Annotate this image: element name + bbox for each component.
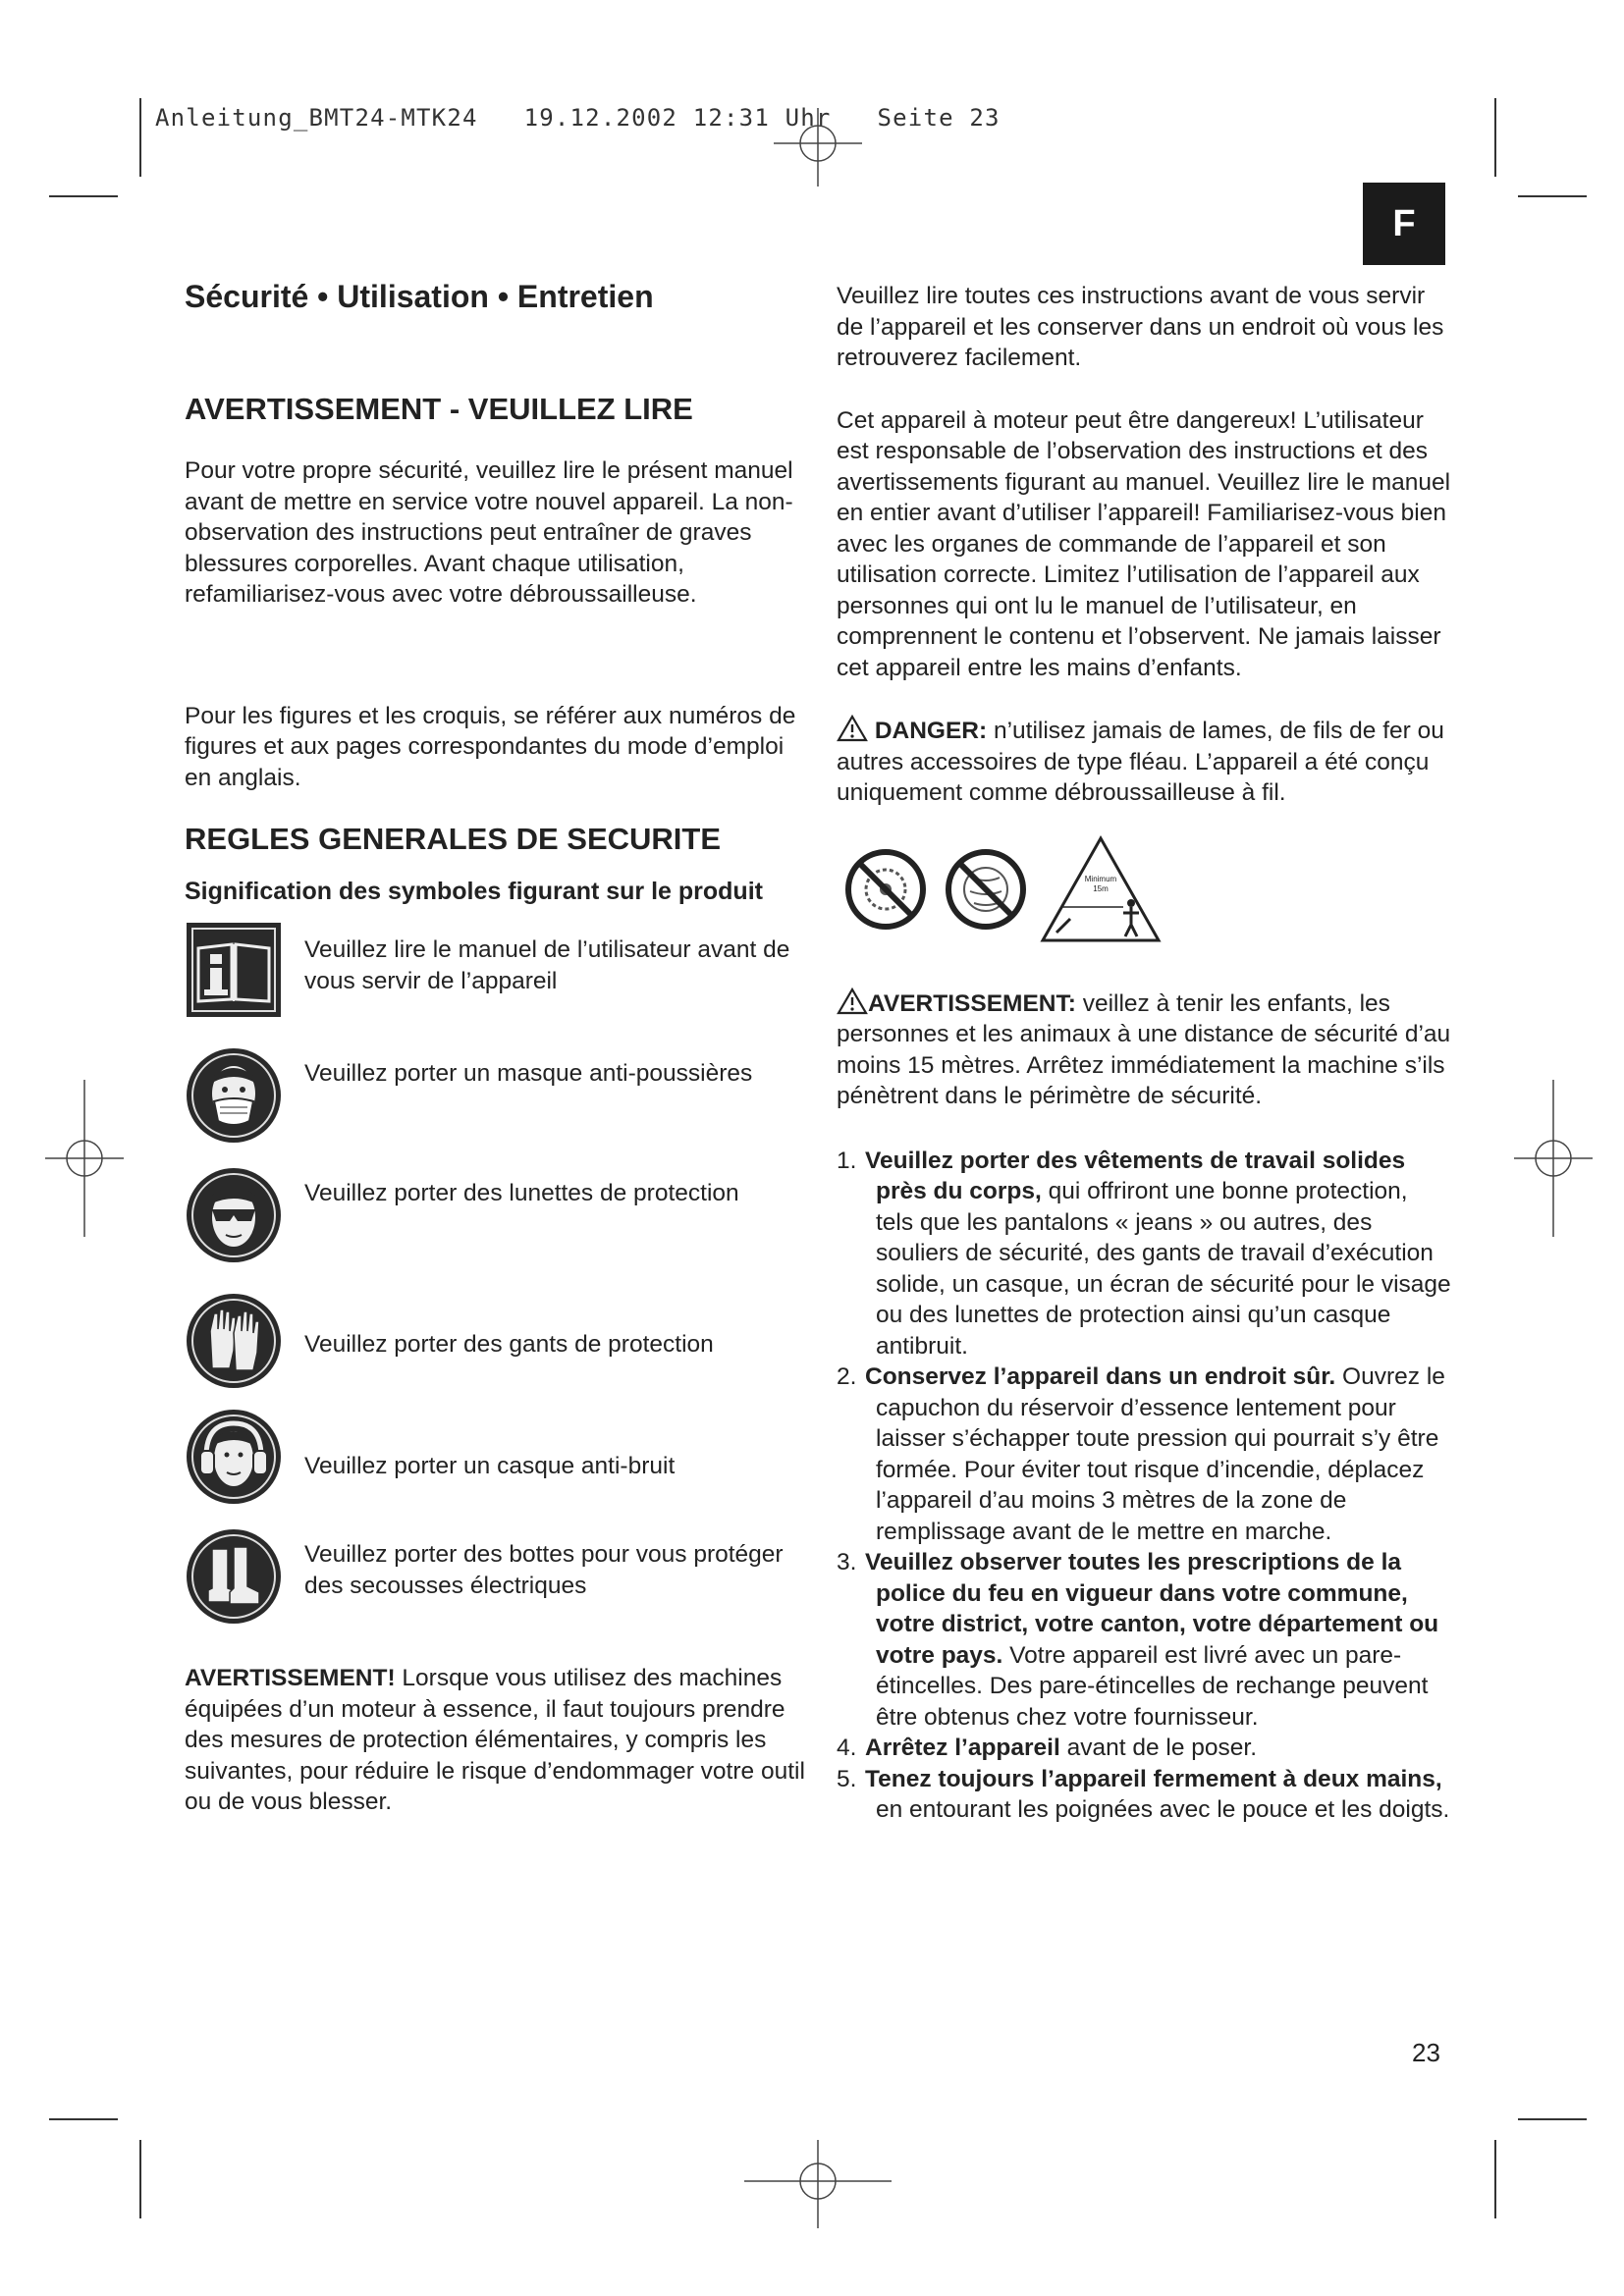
rule-text: Ouvrez le capuchon du réservoir d’essence lentement pour laisser s’échapper toute pression qui pourrait s’y être formée. Pour éviter tout risque d’incendie, déplacez l’appareil d’au moins 3 mètres de la zone de remplissage avant de le mettre en marche. <box>876 1363 1445 1545</box>
boots-icon <box>185 1527 283 1626</box>
crop-mark <box>1518 195 1587 197</box>
gloves-icon <box>185 1292 283 1390</box>
no-flail-icon <box>945 848 1027 931</box>
manual-book-icon <box>185 921 283 1019</box>
warning-paragraph: Pour votre propre sécurité, veuillez lire le présent manuel avant de mettre en service votre nouvel appareil. La non-observation des instructions peut entraîner de graves blessures corporelles. Avant chaque utilisation, refamiliarisez-vous avec votre débroussailleuse. <box>185 457 793 608</box>
warning-text: veillez à tenir les enfants, les personnes et les animaux à une distance de sécurité d’au moins 15 mètres. Arrêtez immédiatement la machine s’ils pénètrent dans le périmètre de sécurité. <box>837 989 1451 1109</box>
crop-mark <box>1494 98 1496 177</box>
rule-bold: Arrêtez l’appareil <box>865 1735 1060 1761</box>
dust-mask-icon <box>185 1046 283 1145</box>
symbol-row <box>185 921 813 1019</box>
symbol-row <box>185 1166 813 1264</box>
symbol-text: Veuillez lire le manuel de l’utilisateur avant de vous servir de l’appareil <box>304 936 790 994</box>
rule-bold: Conservez l’appareil dans un endroit sûr. <box>865 1363 1336 1390</box>
rule-number: 2. <box>837 1363 857 1390</box>
print-header: Anleitung_BMT24-MTK24 19.12.2002 12:31 Uhr Seite 23 <box>155 104 1001 132</box>
safety-glasses-icon <box>185 1166 283 1264</box>
crop-mark <box>49 195 118 197</box>
final-warning-paragraph <box>185 1663 813 1818</box>
registration-mark-left <box>45 1080 124 1237</box>
warning-label: AVERTISSEMENT: <box>868 989 1076 1017</box>
symbol-text: Veuillez porter un casque anti-bruit <box>304 1453 676 1479</box>
rule-bold: Veuillez observer toutes les prescriptions de la police du feu en vigueur dans votre commune, votre district, votre canton, votre département ou votre pays. <box>865 1549 1439 1669</box>
list-item <box>837 1764 1451 1826</box>
crop-mark <box>49 2118 118 2120</box>
rule-number: 3. <box>837 1549 857 1575</box>
section-title: Sécurité • Utilisation • Entretien <box>185 279 654 314</box>
no-blade-icon <box>844 848 927 931</box>
symbol-row <box>185 1408 813 1506</box>
warning-heading: AVERTISSEMENT - VEUILLEZ LIRE <box>185 392 693 426</box>
rule-bold: Veuillez porter des vêtements de travail solides près du corps, <box>865 1147 1406 1204</box>
rule-number: 4. <box>837 1735 857 1761</box>
danger-paragraph <box>837 715 1451 809</box>
crop-mark <box>139 2140 141 2218</box>
symbol-row <box>185 1292 813 1390</box>
symbol-text: Veuillez porter des gants de protection <box>304 1331 714 1358</box>
language-tab: F <box>1363 183 1445 265</box>
symbol-text: Veuillez porter des bottes pour vous protéger des secousses électriques <box>304 1541 784 1599</box>
list-item <box>837 1362 1451 1547</box>
symbol-row <box>185 1527 813 1626</box>
danger-label: DANGER: <box>874 718 988 744</box>
rules-heading: REGLES GENERALES DE SECURITE <box>185 822 722 856</box>
final-warning-text: Lorsque vous utilisez des machines équipées d’un moteur à essence, il faut toujours prendre des mesures de protection élémentaires, y compris les suivantes, pour réduire le risque d’endommager votre outil ou de vous blesser. <box>185 1665 805 1815</box>
page-number: 23 <box>1412 2038 1440 2067</box>
figures-paragraph: Pour les figures et les croquis, se référer aux numéros de figures et aux pages correspondantes du mode d’emploi en anglais. <box>185 702 796 791</box>
ear-protection-icon <box>185 1408 283 1506</box>
pictogram-strip <box>837 834 1451 944</box>
intro-paragraph: Veuillez lire toutes ces instructions avant de vous servir de l’appareil et les conserver dans un endroit où vous les retrouverez facilement. <box>837 283 1444 371</box>
rule-bold: Tenez toujours l’appareil fermement à deux mains, <box>865 1765 1442 1792</box>
danger-text: n’utilisez jamais de lames, de fils de fer ou autres accessoires de type fléau. L’appareil a été conçu uniquement comme débroussailleuse à fil. <box>837 718 1444 806</box>
rule-number: 5. <box>837 1765 857 1792</box>
final-warning-label: AVERTISSEMENT! <box>185 1665 396 1691</box>
symbol-text: Veuillez porter un masque anti-poussières <box>304 1060 753 1087</box>
list-item <box>837 1547 1451 1733</box>
list-item <box>837 1146 1451 1362</box>
rule-text: Votre appareil est livré avec un pare-étincelles. Des pare-étincelles de rechange peuvent être obtenus chez votre fournisseur. <box>876 1641 1429 1731</box>
registration-mark-top <box>774 108 862 187</box>
warning-triangle-icon <box>837 715 868 742</box>
warning-paragraph <box>837 988 1451 1112</box>
registration-mark-bottom <box>744 2140 892 2228</box>
rule-text: qui offriront une bonne protection, tels que les pantalons « jeans » ou autres, des souliers de sécurité, des gants de travail d’exécution solide, un casque, un écran de sécurité pour le visage ou des lunettes de protection ainsi qu’un casque antibruit. <box>876 1178 1451 1360</box>
rule-number: 1. <box>837 1147 857 1174</box>
crop-mark <box>139 98 141 177</box>
right-column <box>837 281 1451 1826</box>
symbol-row <box>185 1046 813 1145</box>
crop-mark <box>1494 2140 1496 2218</box>
symbols-heading: Signification des symboles figurant sur le produit <box>185 878 763 905</box>
symbol-text: Veuillez porter des lunettes de protection <box>304 1180 739 1206</box>
crop-mark <box>1518 2118 1587 2120</box>
danger-intro-paragraph: Cet appareil à moteur peut être dangereux! L’utilisateur est responsable de l’observation des instructions et des avertissements figurant au manuel. Veuillez lire le manuel en entier avant d’utiliser l’appareil! Familiarisez-vous bien avec les organes de commande de l’appareil et son utilisation correcte. Limitez l’utilisation de l’appareil aux personnes qui ont lu le manuel de l’utilisateur, en comprennent le contenu et l’observent. Ne jamais laisser cet appareil entre les mains d’enfants. <box>837 406 1451 681</box>
safety-rules-list <box>837 1146 1451 1826</box>
rule-text: avant de le poser. <box>1059 1735 1258 1761</box>
registration-mark-right <box>1514 1080 1593 1237</box>
rule-text: en entourant les poignées avec le pouce et les doigts. <box>876 1796 1450 1823</box>
left-column <box>185 277 813 1818</box>
warning-triangle-icon <box>837 988 868 1015</box>
distance-sign-label-2: 15m <box>1093 883 1109 893</box>
list-item <box>837 1733 1451 1764</box>
distance-sign-label-1: Minimum <box>1084 874 1117 883</box>
distance-warning-icon <box>1039 834 1163 944</box>
